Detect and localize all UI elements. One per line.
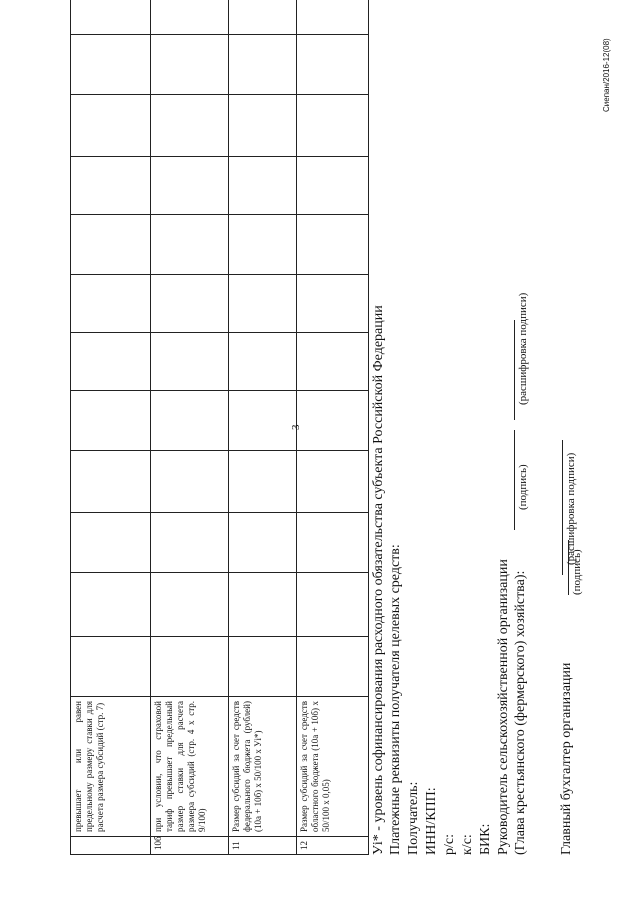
row-description: Размер субсидий за счет средств областного бюджета (10а + 10б) х 50/100 x 0,05) — [297, 697, 369, 837]
head-title-line1: Руководитель сельскохозяйственной организации — [496, 559, 511, 855]
value-cell — [229, 215, 297, 275]
row-description: при условии, что страховой тариф превышает предельный размер ставки для расчета размера субсидий (стр. 4 x стр. 9/100) — [151, 697, 229, 837]
value-cell — [71, 275, 151, 333]
row-number — [71, 837, 151, 855]
row-number: 12 — [297, 837, 369, 855]
value-cell — [229, 637, 297, 697]
value-cell — [229, 95, 297, 157]
value-cell — [151, 637, 229, 697]
value-cell — [71, 35, 151, 95]
table-row — [229, 0, 297, 855]
accountant-label: Главный бухгалтер организации — [559, 662, 574, 855]
table-row — [297, 0, 369, 855]
table-row — [151, 0, 229, 855]
value-cell — [297, 275, 369, 333]
head-decode-line — [514, 320, 515, 420]
value-cell — [71, 573, 151, 637]
value-cell — [151, 275, 229, 333]
requisite-bik: БИК: — [478, 823, 493, 855]
head-signature-line — [514, 430, 515, 530]
row-description: превышает или равен предельному размеру ставки для расчета размера субсидий (стр. 7) — [71, 697, 151, 837]
value-cell — [151, 95, 229, 157]
value-cell — [229, 0, 297, 35]
table-row — [71, 0, 151, 855]
footnote: Уi* - уровень софинансирования расходного обязательства субъекта Российской Федерации — [371, 305, 386, 855]
row-description: Размер субсидий за счет средств федерального бюджета (рублей) (10а + 10б) х 50/100 x Уi*) — [229, 697, 297, 837]
value-cell — [151, 35, 229, 95]
value-cell — [151, 391, 229, 451]
value-cell — [151, 0, 229, 35]
value-cell — [297, 513, 369, 573]
value-cell — [229, 391, 297, 451]
requisite-corr-account: к/с: — [460, 834, 475, 855]
value-cell — [151, 157, 229, 215]
value-cell — [297, 333, 369, 391]
value-cell — [229, 157, 297, 215]
document-code: Сиепан/2016-12(08) — [602, 38, 611, 112]
value-cell — [229, 513, 297, 573]
value-cell — [229, 451, 297, 513]
requisite-account: р/с: — [442, 834, 457, 855]
accountant-decode-line — [562, 440, 563, 575]
row-number: 11 — [229, 837, 297, 855]
value-cell — [229, 35, 297, 95]
requisite-recipient: Получатель: — [406, 781, 421, 855]
value-cell — [229, 333, 297, 391]
value-cell — [151, 451, 229, 513]
value-cell — [71, 157, 151, 215]
value-cell — [297, 0, 369, 35]
value-cell — [71, 513, 151, 573]
row-number: 10б — [151, 837, 229, 855]
requisites-title: Платежные реквизиты получателя целевых средств: — [388, 544, 403, 855]
value-cell — [71, 215, 151, 275]
value-cell — [71, 637, 151, 697]
head-signature-caption: (подпись) — [517, 464, 529, 510]
value-cell — [151, 215, 229, 275]
subsidy-table — [70, 0, 369, 855]
value-cell — [71, 451, 151, 513]
value-cell — [71, 391, 151, 451]
value-cell — [71, 333, 151, 391]
value-cell — [71, 0, 151, 35]
value-cell — [297, 391, 369, 451]
value-cell — [297, 573, 369, 637]
value-cell — [71, 95, 151, 157]
value-cell — [297, 95, 369, 157]
value-cell — [297, 157, 369, 215]
accountant-signature-caption: (подпись) — [571, 549, 583, 595]
page-number: 3 — [290, 424, 302, 430]
value-cell — [151, 573, 229, 637]
value-cell — [151, 513, 229, 573]
requisite-inn-kpp: ИНН/КПП: — [424, 787, 439, 855]
value-cell — [297, 215, 369, 275]
head-title-line2: (Глава крестьянского (фермерского) хозяйства): — [513, 570, 528, 855]
value-cell — [229, 275, 297, 333]
head-decode-caption: (расшифровка подписи) — [517, 292, 529, 405]
value-cell — [229, 573, 297, 637]
value-cell — [297, 35, 369, 95]
value-cell — [297, 637, 369, 697]
value-cell — [297, 451, 369, 513]
accountant-decode-caption: (расшифровка подписи) — [565, 452, 577, 565]
value-cell — [151, 333, 229, 391]
